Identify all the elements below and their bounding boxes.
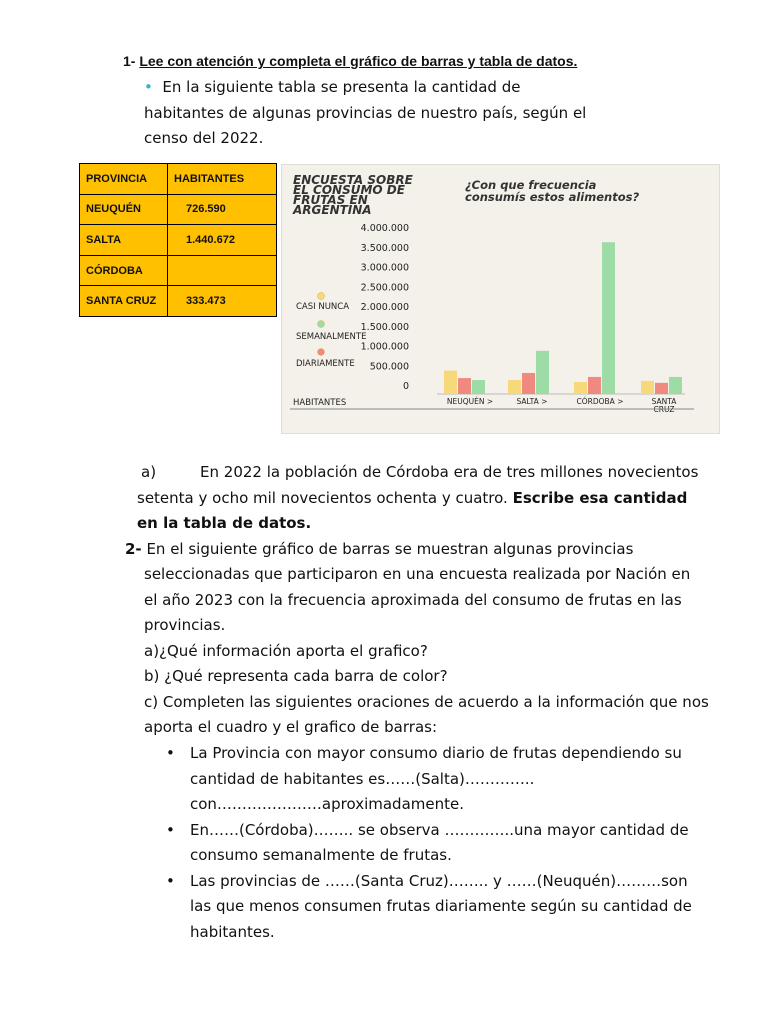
list-item — [166, 869, 692, 946]
x-tick-label: SANTA — [651, 397, 677, 406]
question-2-heading — [125, 537, 633, 563]
y-tick-label: 2.000.000 — [360, 302, 409, 313]
intro-line-1: En la siguiente tabla se presenta la cantidad de — [162, 78, 521, 96]
chart-title-line: ARGENTINA — [293, 203, 372, 217]
list-item-line: La Provincia con mayor consumo diario de frutas dependiendo su — [190, 744, 682, 762]
fruit-consumption-chart — [281, 164, 720, 434]
bar-semanalmente — [669, 377, 682, 394]
intro-line-3: censo del 2022. — [144, 129, 264, 147]
question-2b: b) ¿Qué representa cada barra de color? — [144, 667, 448, 685]
bullet-icon: • — [166, 744, 175, 762]
question-2a: a)¿Qué información aporta el grafico? — [144, 641, 428, 660]
chart-title-line: EL CONSUMO DE — [293, 183, 405, 197]
legend-swatch — [318, 293, 325, 300]
bar-casi-nunca — [508, 380, 521, 394]
y-tick-label: 500.000 — [369, 361, 409, 373]
bullet-icon: • — [166, 820, 175, 839]
question-1-title: Lee con atención y completa el gráfico de barras y tabla de datos. — [139, 53, 578, 69]
population-cell: 726.590 — [168, 194, 277, 225]
y-tick-label: 3.500.000 — [360, 242, 409, 254]
question-2-number: 2- — [125, 540, 142, 558]
chart-title-line: ENCUESTA SOBRE — [293, 173, 413, 187]
bar-semanalmente — [472, 380, 485, 394]
y-tick-label: 4.000.000 — [360, 223, 409, 234]
bar-semanalmente — [602, 242, 615, 394]
list-item-line: En……(Córdoba)…….. se observa …………..una mayor cantidad de — [190, 820, 689, 839]
province-cell: SANTA CRUZ — [80, 286, 168, 317]
y-tick-label: 3.000.000 — [360, 262, 409, 274]
question-1-intro — [144, 75, 586, 152]
list-item — [166, 818, 692, 869]
question-2-body — [144, 562, 709, 741]
question-2c-line-2: aporta el cuadro y el grafico de barras: — [144, 718, 438, 736]
y-tick-label: 2.500.000 — [360, 282, 409, 294]
question-a-instruction: Escribe esa cantidad — [512, 489, 688, 507]
list-item-line: las que menos consumen frutas diariamente según su cantidad de — [190, 897, 692, 915]
population-cell-empty[interactable] — [168, 255, 277, 286]
x-tick-label: CÓRDOBA > — [576, 397, 624, 406]
bar-semanalmente — [536, 351, 549, 394]
question-a-line-2 — [137, 486, 687, 512]
bullet-list — [166, 741, 692, 945]
list-item-line: habitantes. — [190, 922, 275, 941]
legend-swatch — [318, 349, 325, 356]
x-tick-label: CRUZ — [653, 405, 675, 414]
header-province: PROVINCIA — [80, 164, 168, 195]
question-1-number: 1- — [123, 53, 136, 69]
header-population: HABITANTES — [168, 164, 277, 195]
bar-casi-nunca — [574, 382, 587, 394]
chart-canvas — [282, 165, 719, 433]
list-item-line: Las provincias de ……(Santa Cruz)…….. y ……(Neuquén)………son — [190, 871, 688, 890]
x-axis-label: HABITANTES — [293, 398, 347, 408]
province-cell: SALTA — [80, 225, 168, 256]
bar-diariamente — [522, 373, 535, 394]
question-a-line-1: En 2022 la población de Córdoba era de tres millones novecientos — [200, 463, 699, 481]
question-2-line-3: el año 2023 con la frecuencia aproximada del consumo de frutas en las — [144, 590, 682, 609]
table-header-row — [80, 164, 277, 195]
x-tick-label: SALTA > — [516, 397, 548, 406]
list-item-line: consumo semanalmente de frutas. — [190, 846, 452, 864]
population-cell: 1.440.672 — [168, 225, 277, 256]
question-a — [141, 460, 698, 486]
bullet-icon: • — [144, 78, 153, 96]
question-2-line-4: provincias. — [144, 616, 226, 634]
legend-label: SEMANALMENTE — [296, 332, 367, 342]
question-a-line-3: en la tabla de datos. — [137, 514, 312, 532]
question-a-label: a) — [141, 463, 157, 481]
chart-subtitle-line: ¿Con que frecuencia — [465, 178, 597, 192]
province-cell: CÓRDOBA — [80, 255, 168, 286]
legend-swatch — [318, 321, 325, 328]
chart-subtitle-line: consumís estos alimentos? — [465, 190, 640, 204]
y-tick-label: 1.000.000 — [360, 341, 409, 353]
y-tick-label: 0 — [402, 381, 409, 392]
list-item-line: con…………………aproximadamente. — [190, 795, 464, 813]
bullet-icon: • — [166, 871, 175, 890]
table-row — [80, 255, 277, 286]
table-row — [80, 194, 277, 225]
chart-title-line: FRUTAS EN — [293, 193, 368, 207]
x-tick-label: NEUQUÉN > — [446, 397, 494, 406]
question-2c-line-1: c) Completen las siguientes oraciones de acuerdo a la información que nos — [144, 692, 709, 711]
bar-diariamente — [458, 378, 471, 394]
intro-line-2: habitantes de algunas provincias de nuestro país, según el — [144, 103, 587, 122]
list-item-line: cantidad de habitantes es……(Salta)………….. — [190, 769, 535, 788]
bar-casi-nunca — [444, 371, 457, 394]
legend-label: DIARIAMENTE — [296, 359, 355, 369]
table-row — [80, 286, 277, 317]
population-cell: 333.473 — [168, 286, 277, 317]
table-row — [80, 225, 277, 256]
bar-casi-nunca — [641, 381, 654, 394]
question-2-line-2: seleccionadas que participaron en una encuesta realizada por Nación en — [144, 565, 691, 583]
legend-label: CASI NUNCA — [296, 302, 350, 312]
question-1-heading — [123, 53, 577, 69]
list-item — [166, 741, 692, 818]
bar-diariamente — [588, 377, 601, 394]
bar-diariamente — [655, 383, 668, 394]
question-2-line-1: En el siguiente gráfico de barras se muestran algunas provincias — [146, 540, 634, 558]
question-a-plain-text: setenta y ocho mil novecientos ochenta y cuatro. — [137, 489, 508, 507]
population-table — [79, 163, 277, 317]
province-cell: NEUQUÉN — [80, 194, 168, 225]
y-tick-label: 1.500.000 — [360, 321, 409, 333]
